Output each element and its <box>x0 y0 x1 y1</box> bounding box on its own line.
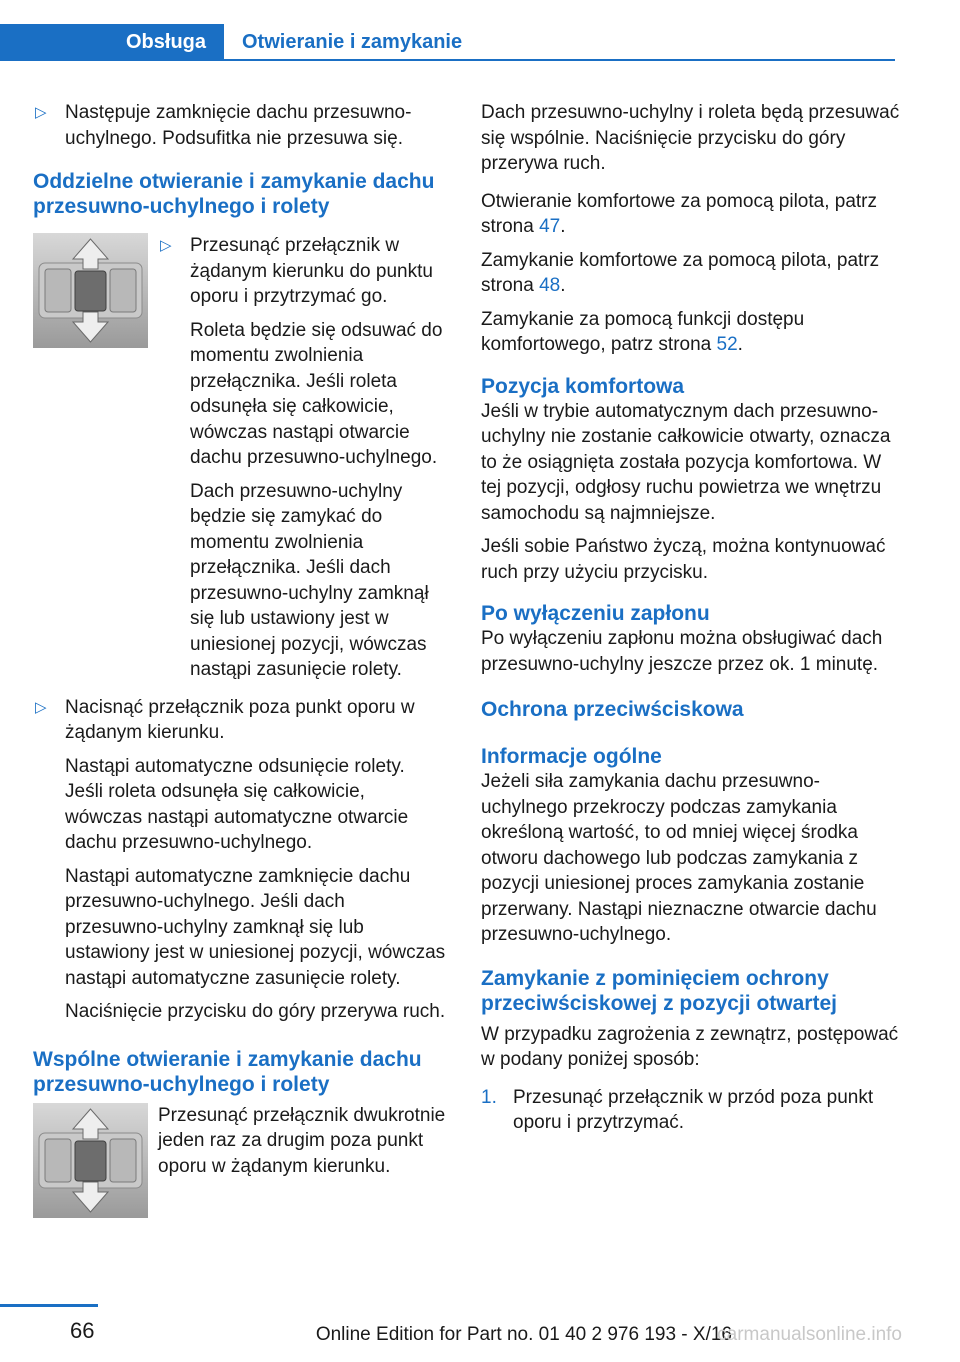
paragraph: Dach przesuwno-uchylny będzie się zamykać do momentu zwolnienia przełącznika. Jeśli dach przesuwno-uchylny zamknął się lub ustawiony jest w uniesionej pozycji, wówczas nastąpi zasunięcie rolety. <box>190 480 429 680</box>
bullet-item: ▷ Przesunąć przełącznik w żądanym kierunku do punktu oporu i przytrzymać go. <box>160 235 433 307</box>
numbered-step: 1. Przesunąć przełącznik w przód poza punkt oporu i przytrzymać. <box>481 1086 874 1133</box>
paragraph: Naciśnięcie przycisku do góry przerywa ruch. <box>65 1001 446 1022</box>
paragraph: Jeśli w trybie automatycznym dach przesuwno-uchylny nie zostanie całkowicie otwarty, oznacza to że osiągnięta została pozycja komfortowa. W tej pozycji, odgłosy ruchu powietrza we wnętrzu samochodu są najmniejsze. <box>481 400 891 524</box>
heading-info: Informacje ogólne <box>481 745 662 768</box>
paragraph: Nastąpi automatyczne odsunięcie rolety. Jeśli roleta odsunęła się całkowicie, wówczas nastąpi automatyczne otwarcie dachu przesuwno-uchylnego. <box>65 755 409 853</box>
header-section-tab[interactable]: Obsługa <box>125 31 206 53</box>
heading-pominiecie: Zamykanie z pominięciem ochrony przeciwściskowej z pozycji otwartej <box>481 966 837 1015</box>
roof-switch-illustration <box>33 1103 148 1218</box>
paragraph-ref-52: Zamykanie za pomocą funkcji dostępu komfortowego, patrz strona 52. <box>481 308 805 355</box>
header-rule <box>224 59 895 61</box>
switch-figure-row <box>33 233 447 691</box>
paragraph: Przesunąć przełącznik dwukrotnie jeden raz za drugim poza punkt oporu w żądanym kierunku. <box>158 1104 446 1177</box>
paragraph-ref-47: Otwieranie komfortowe za pomocą pilota, patrz strona 47. <box>481 190 878 237</box>
heading-joint: Wspólne otwieranie i zamykanie dachu przesuwno-uchylnego i rolety <box>33 1047 422 1096</box>
header-subsection-tab[interactable]: Otwieranie i zamykanie <box>242 31 463 53</box>
triangle-bullet-icon: ▷ <box>35 104 47 121</box>
step-number: 1. <box>481 1086 497 1108</box>
footer-rule <box>0 1304 98 1307</box>
page-link-48[interactable]: 48 <box>539 275 561 296</box>
paragraph: Roleta będzie się odsuwać do momentu zwolnienia przełącznika. Jeśli roleta odsunęła się całkowicie, wówczas nastąpi otwarcie dachu przesuwno-uchylnego. <box>190 319 443 468</box>
heading-komfort: Pozycja komfortowa <box>481 374 685 398</box>
switch-figure-row-2 <box>33 1103 447 1218</box>
page-link-52[interactable]: 52 <box>716 334 738 355</box>
page-link-47[interactable]: 47 <box>539 216 561 237</box>
paragraph: Po wyłączeniu zapłonu można obsługiwać dach przesuwno-uchylny jeszcze przez ok. 1 minutę. <box>481 628 883 675</box>
heading-separate: Oddzielne otwieranie i zamykanie dachu przesuwno-uchylnego i rolety <box>33 170 435 218</box>
paragraph-ref-48: Zamykanie komfortowe za pomocą pilota, patrz strona 48. <box>481 249 880 296</box>
figure-text <box>158 1103 447 1218</box>
heading-ochrona: Ochrona przeciwściskowa <box>481 698 744 721</box>
roof-switch-illustration <box>33 233 148 348</box>
figure-text <box>158 233 447 691</box>
left-column <box>33 100 447 1218</box>
edition-note: Online Edition for Part no. 01 40 2 976 193 - X/16 <box>315 1324 732 1345</box>
heading-zaplon: Po wyłączeniu zapłonu <box>481 602 710 625</box>
triangle-bullet-icon: ▷ <box>35 698 47 716</box>
paragraph: Dach przesuwno-uchylny i roleta będą przesuwać się wspólnie. Naciśnięcie przycisku do góry przerywa ruch. <box>481 102 900 174</box>
right-column <box>481 100 901 1144</box>
triangle-bullet-icon: ▷ <box>160 237 172 254</box>
paragraph: Jeśli sobie Państwo życzą, można kontynuować ruch przy użyciu przycisku. <box>481 536 886 583</box>
paragraph: Jeżeli siła zamykania dachu przesuwno-uchylnego przekroczy podczas zamykania określoną wartość, to od mniej więcej środka otworu dachowego lub podczas zamykania z pozycji uniesionej proces zamykania zostanie przerwany. Nastąpi nieznaczne otwarcie dachu przesuwno-uchylnego. <box>481 771 877 945</box>
bullet-item: ▷ Następuje zamknięcie dachu przesuwno-uchylnego. Podsufitka nie przesuwa się. <box>35 102 412 149</box>
paragraph: Nastąpi automatyczne zamknięcie dachu przesuwno-uchylnego. Jeśli dach przesuwno-uchylny zamknął się lub ustawiony jest w uniesionej pozycji, wówczas nastąpi automatyczne zasunięcie rolety. <box>65 865 446 989</box>
page-number: 66 <box>70 1318 95 1343</box>
bullet-item: ▷ Nacisnąć przełącznik poza punkt oporu w żądanym kierunku. <box>35 696 415 743</box>
paragraph: W przypadku zagrożenia z zewnątrz, postępować w podany poniżej sposób: <box>481 1023 899 1070</box>
watermark: carmanualsonline.info <box>717 1324 902 1345</box>
